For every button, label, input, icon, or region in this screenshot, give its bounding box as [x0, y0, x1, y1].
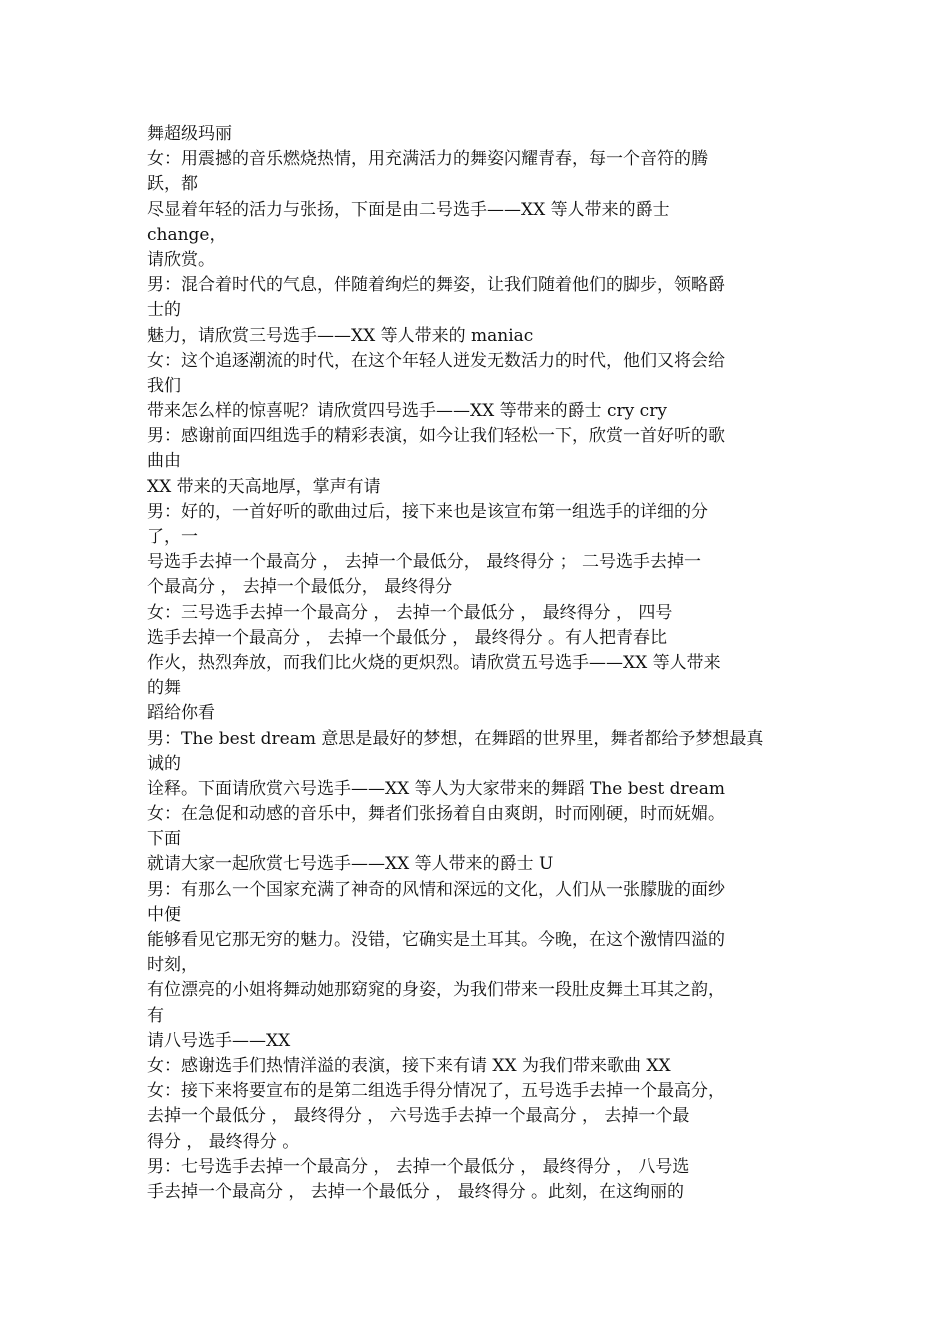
- text-line: 女：用震撼的音乐燃烧热情，用充满活力的舞姿闪耀青春，每一个音符的腾: [147, 149, 708, 170]
- text-line: 能够看见它那无穷的魅力。没错，它确实是土耳其。今晚，在这个激情四溢的: [147, 930, 725, 950]
- text-line: 了，一: [147, 527, 198, 547]
- text-line: 跃，都: [147, 174, 198, 195]
- script-text-block: [147, 122, 812, 1205]
- text-line: 女：在急促和动感的音乐中，舞者们张扬着自由爽朗，时而刚硬，时而妩媚。: [147, 804, 725, 825]
- text-line: 男：混合着时代的气息，伴随着绚烂的舞姿，让我们随着他们的脚步，领略爵: [147, 275, 725, 296]
- text-line: 去掉一个最低分 ， 最终得分 ， 六号选手去掉一个最高分 ， 去掉一个最: [147, 1106, 690, 1127]
- text-line: 就请大家一起欣赏七号选手——XX 等人带来的爵士 U: [147, 854, 554, 875]
- text-line: 舞超级玛丽: [147, 124, 232, 144]
- text-line: 士的: [147, 300, 181, 321]
- text-line: 作火，热烈奔放，而我们比火烧的更炽烈。请欣赏五号选手——XX 等人带来: [147, 652, 721, 673]
- text-line: 诠释。下面请欣赏六号选手——XX 等人为大家带来的舞蹈 The best dream: [147, 778, 725, 799]
- text-line: 个最高分 ， 去掉一个最低分， 最终得分: [147, 577, 453, 598]
- text-line: 号选手去掉一个最高分 ， 去掉一个最低分， 最终得分 ； 二号选手去掉一: [147, 552, 702, 573]
- text-line: 有: [147, 1005, 164, 1026]
- text-line: 尽显着年轻的活力与张扬，下面是由二号选手——XX 等人带来的爵士: [147, 199, 670, 220]
- text-line: 男：好的，一首好听的歌曲过后，接下来也是该宣布第一组选手的详细的分: [147, 501, 708, 522]
- text-line: 诚的: [147, 753, 181, 774]
- text-line: 女：感谢选手们热情洋溢的表演，接下来有请 XX 为我们带来歌曲 XX: [147, 1055, 671, 1076]
- text-line: 请八号选手——XX: [147, 1030, 291, 1051]
- text-line: 男：有那么一个国家充满了神奇的风情和深远的文化，人们从一张朦胧的面纱: [147, 879, 725, 900]
- text-line: 男：The best dream 意思是最好的梦想，在舞蹈的世界里，舞者都给予梦想最真: [147, 728, 764, 749]
- text-line: 下面: [147, 829, 181, 850]
- text-line: 带来怎么样的惊喜呢？请欣赏四号选手——XX 等带来的爵士 cry cry: [147, 401, 667, 422]
- text-line: 的舞: [147, 678, 181, 699]
- text-line: 选手去掉一个最高分 ， 去掉一个最低分 ， 最终得分 。有人把青春比: [147, 627, 668, 648]
- text-line: change，: [147, 224, 227, 245]
- text-line: 男：七号选手去掉一个最高分 ， 去掉一个最低分 ， 最终得分 ， 八号选: [147, 1156, 690, 1177]
- text-line: 蹈给你看: [147, 703, 215, 724]
- text-line: 女：接下来将要宣布的是第二组选手得分情况了，五号选手去掉一个最高分，: [147, 1081, 725, 1102]
- text-line: 得分 ， 最终得分 。: [147, 1131, 300, 1152]
- text-line: 时刻，: [147, 955, 198, 976]
- text-line: 魅力，请欣赏三号选手——XX 等人带来的 maniac: [147, 325, 534, 346]
- text-line: 有位漂亮的小姐将舞动她那窈窕的身姿，为我们带来一段肚皮舞土耳其之韵，: [147, 980, 725, 1001]
- text-line: XX 带来的天高地厚，掌声有请: [147, 476, 381, 497]
- text-line: 女：这个追逐潮流的时代，在这个年轻人迸发无数活力的时代，他们又将会给: [147, 350, 725, 371]
- text-line: 请欣赏。: [147, 249, 215, 270]
- text-line: 曲由: [147, 451, 181, 472]
- text-line: 中便: [147, 904, 181, 925]
- text-line: 手去掉一个最高分 ， 去掉一个最低分 ， 最终得分 。此刻，在这绚丽的: [147, 1181, 685, 1202]
- text-line: 男：感谢前面四组选手的精彩表演，如今让我们轻松一下，欣赏一首好听的歌: [147, 426, 725, 447]
- text-line: 我们: [147, 375, 181, 396]
- text-line: 女：三号选手去掉一个最高分 ， 去掉一个最低分 ， 最终得分 ， 四号: [147, 602, 673, 623]
